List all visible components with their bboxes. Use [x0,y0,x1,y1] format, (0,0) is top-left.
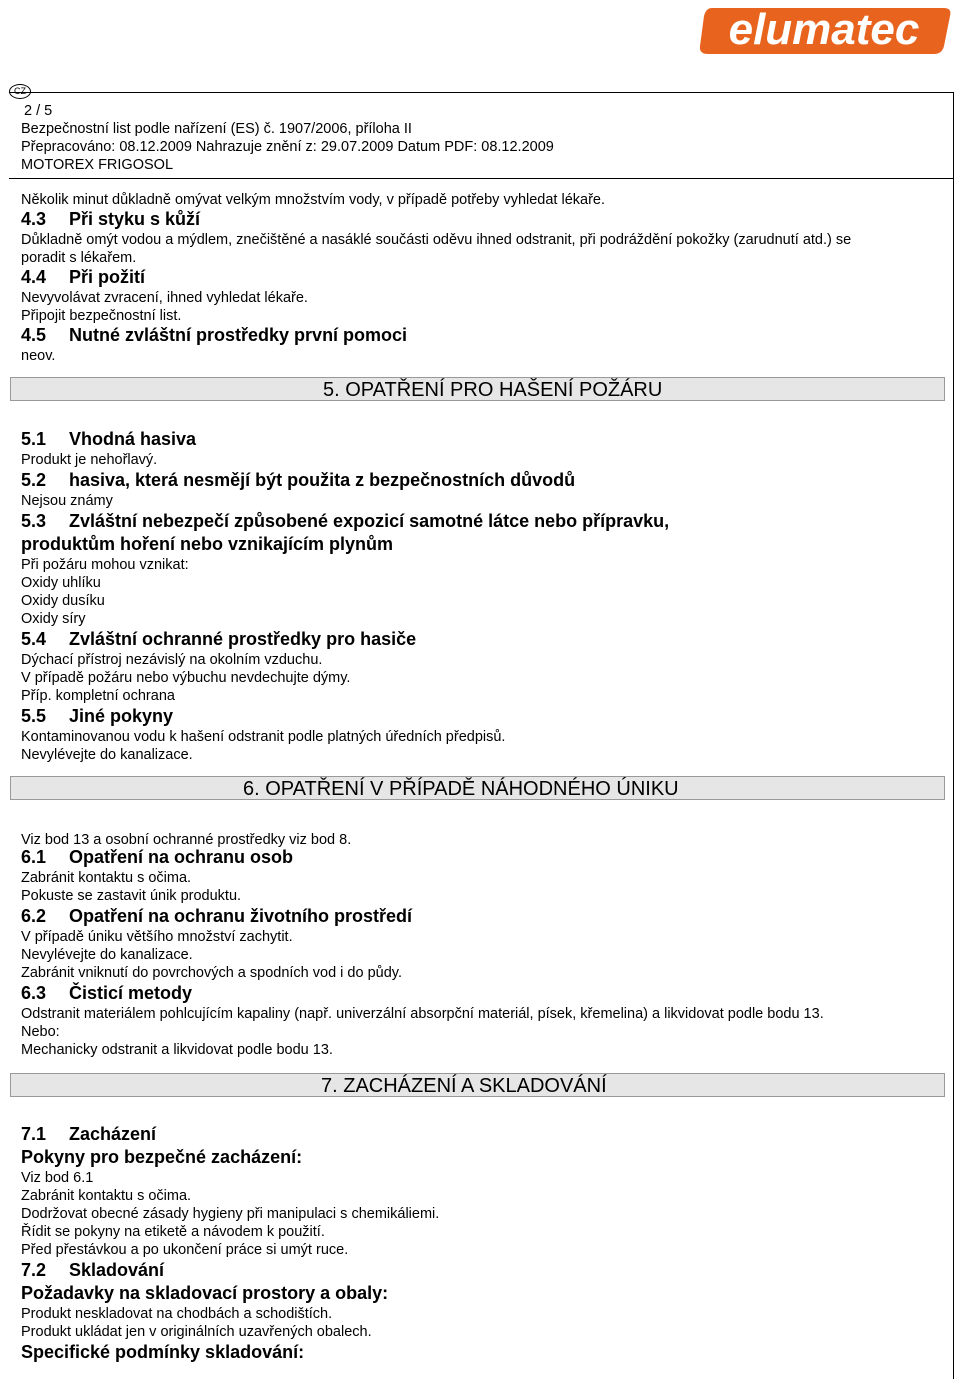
handling-line: Řídit se pokyny na etiketě a návodem k použití. [21,1224,325,1240]
cleaning-line: Odstranit materiálem pohlcujícím kapaliny (např. univerzální absorpční materiál, písek, křemelina) a likvidovat podle bodu 13. [21,1006,824,1022]
personal-line: Zabránit kontaktu s očima. [21,870,192,886]
unsuitable-text: Nejsou známy [21,493,113,509]
page-number: 2 / 5 [24,103,53,119]
eye-contact-text: Několik minut důkladně omývat velkým množstvím vody, v případě potřeby vyhledat lékaře. [21,192,606,208]
protection-line: V případě požáru nebo výbuchu nevdechujte dýmy. [21,670,351,686]
hazard-line: Oxidy dusíku [21,593,105,609]
ingestion-line: Připojit bezpečnostní list. [21,308,182,324]
section-5-banner: 5. OPATŘENÍ PRO HAŠENÍ POŽÁRU [10,377,945,401]
section-6-banner: 6. OPATŘENÍ V PŘÍPADĚ NÁHODNÉHO ÚNIKU [10,776,945,800]
storage-line: Produkt neskladovat na chodbách a schodištích. [21,1306,333,1322]
heading-5-3-cont: produktům hoření nebo vznikajícím plynům [21,534,394,554]
svg-text:elumatec: elumatec [728,5,920,54]
safe-handling-subtitle: Pokyny pro bezpečné zacházení: [21,1147,303,1167]
heading-7-1: 7.1 Zacházení [21,1124,157,1144]
hazard-line: Oxidy síry [21,611,86,627]
product-name: MOTOREX FRIGOSOL [21,157,174,173]
section-7-banner: 7. ZACHÁZENÍ A SKLADOVÁNÍ [10,1073,945,1097]
special-text: neov. [21,348,56,364]
environment-line: Zabránit vniknutí do povrchových a spodních vod i do půdy. [21,965,402,981]
other-line: Kontaminovanou vodu k hašení odstranit podle platných úředních předpisů. [21,729,506,745]
header-frame-top [9,92,954,93]
personal-line: Pokuste se zastavit únik produktu. [21,888,242,904]
country-badge: CZ [9,84,31,99]
protection-line: Příp. kompletní ochrana [21,688,175,704]
heading-6-2: 6.2 Opatření na ochranu životního prostředí [21,906,413,926]
storage-conditions-subtitle: Specifické podmínky skladování: [21,1342,305,1362]
protection-line: Dýchací přístroj nezávislý na okolním vzduchu. [21,652,323,668]
storage-subtitle: Požadavky na skladovací prostory a obaly: [21,1283,389,1303]
heading-5-4: 5.4 Zvláštní ochranné prostředky pro hasiče [21,629,417,649]
heading-7-2: 7.2 Skladování [21,1260,165,1280]
header-frame-right [953,92,954,1379]
skin-text-2: poradit s lékařem. [21,250,137,266]
heading-4-5: 4.5 Nutné zvláštní prostředky první pomoci [21,325,408,345]
hazard-line: Oxidy uhlíku [21,575,101,591]
regulation-line: Bezpečnostní list podle nařízení (ES) č. 1907/2006, příloha II [21,121,412,137]
heading-4-3: 4.3 Při styku s kůží [21,209,201,229]
extinguish-text: Produkt je nehořlavý. [21,452,158,468]
other-line: Nevylévejte do kanalizace. [21,747,193,763]
cleaning-line: Nebo: [21,1024,60,1040]
heading-5-2: 5.2 hasiva, která nesmějí být použita z bezpečnostních důvodů [21,470,576,490]
revision-line: Přepracováno: 08.12.2009 Nahrazuje znění z: 29.07.2009 Datum PDF: 08.12.2009 [21,139,554,155]
hazard-line: Při požáru mohou vznikat: [21,557,189,573]
heading-5-3: 5.3 Zvláštní nebezpečí způsobené expozicí samotné látce nebo přípravku, [21,511,670,531]
environment-line: Nevylévejte do kanalizace. [21,947,193,963]
elumatec-logo [698,2,956,56]
handling-line: Viz bod 6.1 [21,1170,94,1186]
header-divider [9,178,953,179]
handling-line: Dodržovat obecné zásady hygieny při manipulaci s chemikáliemi. [21,1206,440,1222]
cleaning-line: Mechanicky odstranit a likvidovat podle bodu 13. [21,1042,333,1058]
heading-6-1: 6.1 Opatření na ochranu osob [21,847,294,867]
section-6-intro: Viz bod 13 a osobní ochranné prostředky viz bod 8. [21,832,352,848]
skin-text-1: Důkladně omýt vodou a mýdlem, znečištěné a nasáklé součásti oděvu ihned odstranit, při podráždění pokožky (zarudnutí atd.) se [21,232,852,248]
handling-line: Před přestávkou a po ukončení práce si umýt ruce. [21,1242,349,1258]
heading-5-5: 5.5 Jiné pokyny [21,706,174,726]
storage-line: Produkt ukládat jen v originálních uzavřených obalech. [21,1324,372,1340]
environment-line: V případě úniku většího množství zachytit. [21,929,293,945]
heading-4-4: 4.4 Při požití [21,267,145,287]
ingestion-line: Nevyvolávat zvracení, ihned vyhledat lékaře. [21,290,308,306]
handling-line: Zabránit kontaktu s očima. [21,1188,192,1204]
heading-5-1: 5.1 Vhodná hasiva [21,429,197,449]
heading-6-3: 6.3 Čisticí metody [21,983,193,1003]
